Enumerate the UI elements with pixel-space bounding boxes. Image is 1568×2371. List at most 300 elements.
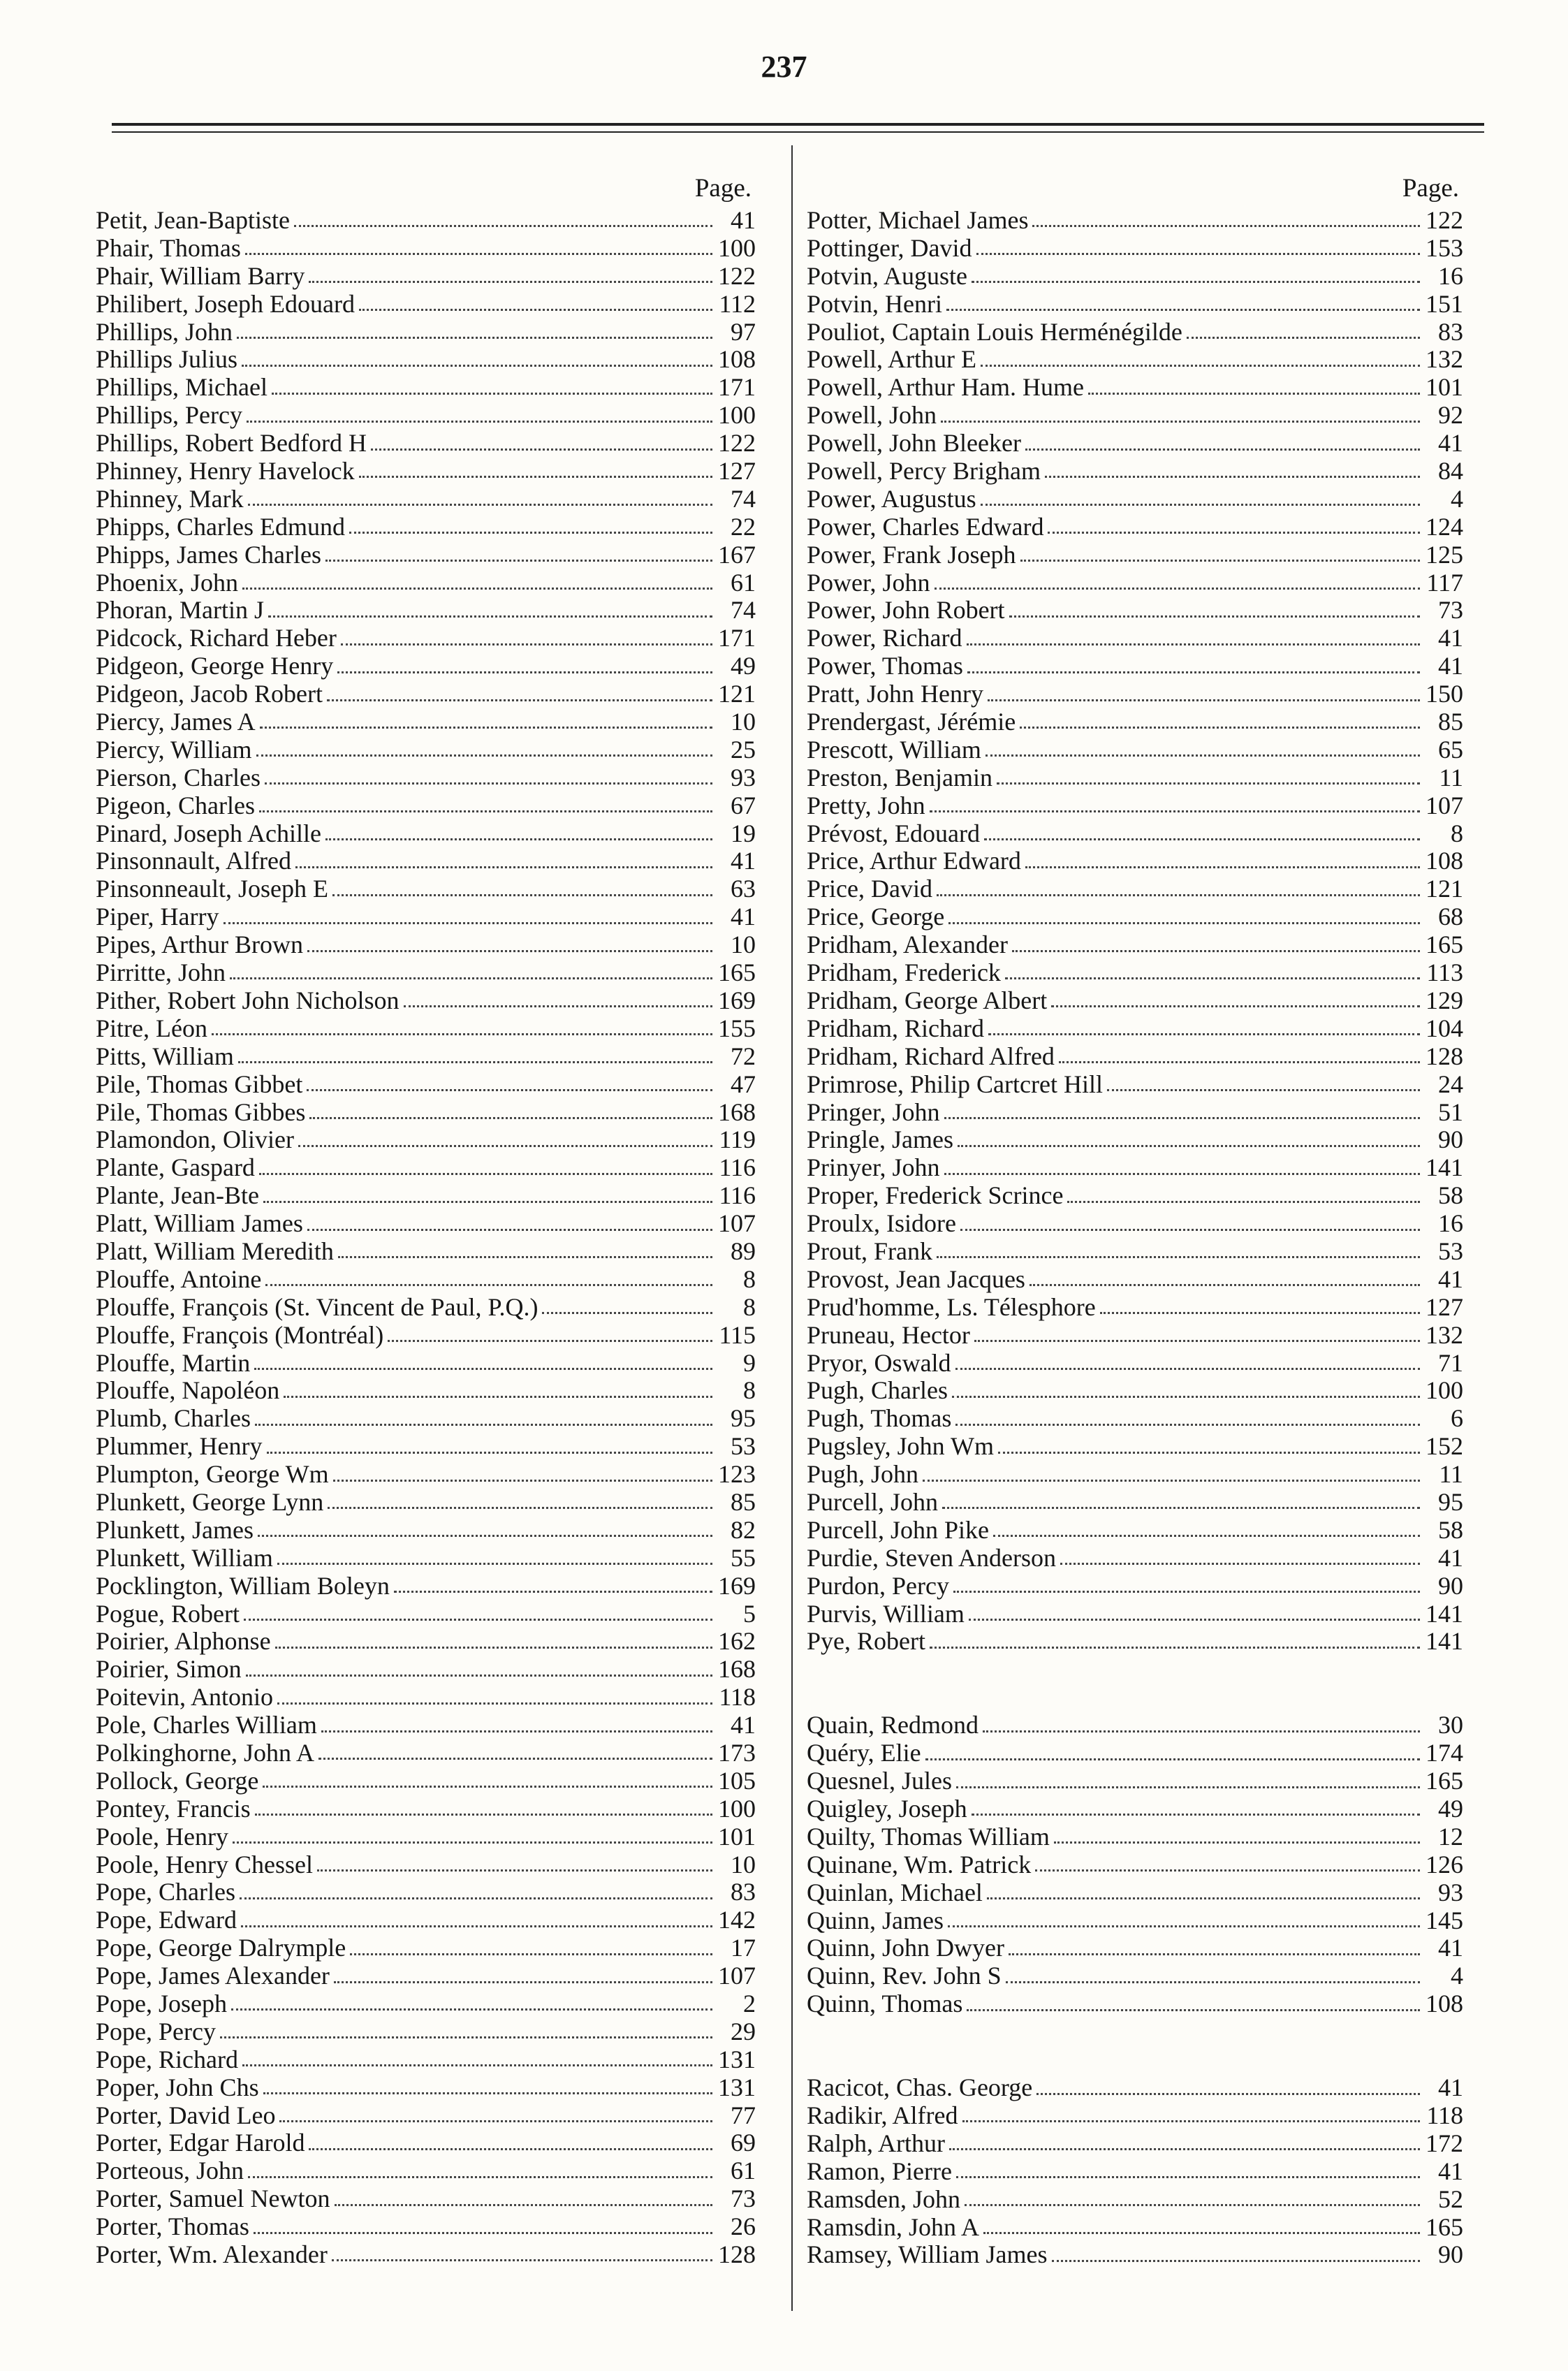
entry-page: 77: [731, 2101, 756, 2129]
entry-name: Pridham, Richard Alfred: [807, 1042, 1055, 1070]
entry-name: Plunkett, William: [96, 1543, 273, 1572]
dot-leader: [997, 782, 1420, 785]
dot-leader: [948, 1925, 1420, 1927]
dot-leader: [341, 643, 712, 645]
entry-page: 172: [1426, 2129, 1463, 2157]
dot-leader: [944, 1117, 1420, 1119]
entry-page: 53: [731, 1432, 756, 1461]
index-entry: [96, 486, 756, 513]
index-entry: [807, 764, 1463, 792]
dot-leader: [935, 588, 1420, 590]
entry-name: Proulx, Isidore: [807, 1209, 956, 1238]
index-entry: [807, 569, 1463, 597]
dot-leader: [335, 2204, 713, 2206]
entry-name: Porter, Thomas: [96, 2212, 249, 2241]
entry-page: 95: [1438, 1487, 1463, 1516]
entry-page: 47: [731, 1070, 756, 1098]
dot-leader: [272, 393, 712, 395]
dot-leader: [337, 671, 712, 673]
entry-name: Plouffe, Napoléon: [96, 1376, 280, 1405]
entry-page: 41: [731, 1711, 756, 1739]
dot-leader: [987, 1897, 1420, 1899]
entry-name: Plummer, Henry: [96, 1432, 263, 1461]
entry-name: Primrose, Philip Cartcret Hill: [807, 1070, 1103, 1098]
entry-page: 74: [731, 596, 756, 625]
dot-leader: [974, 1340, 1420, 1342]
index-entry: [96, 931, 756, 959]
entry-name: Pidgeon, Jacob Robert: [96, 680, 323, 708]
entry-name: Quigley, Joseph: [807, 1794, 967, 1823]
dot-leader: [242, 2064, 712, 2066]
dot-leader: [256, 754, 712, 757]
dot-leader: [359, 309, 712, 311]
entry-page: 49: [731, 652, 756, 680]
index-entry: [807, 1294, 1463, 1322]
entry-name: Pollock, George: [96, 1766, 259, 1795]
dot-leader: [1051, 1005, 1420, 1007]
dot-leader: [1012, 950, 1420, 952]
entry-name: Plouffe, Antoine: [96, 1264, 262, 1293]
entry-page: 89: [731, 1236, 756, 1265]
entry-page: 41: [731, 903, 756, 931]
entry-page: 29: [731, 2017, 756, 2045]
entry-name: Price, George: [807, 903, 945, 931]
dot-leader: [241, 1925, 712, 1927]
entry-name: Pruneau, Hector: [807, 1320, 970, 1349]
dot-leader: [325, 560, 712, 562]
entry-page: 67: [731, 791, 756, 819]
entry-page: 71: [1438, 1348, 1463, 1377]
index-entry: [96, 1238, 756, 1266]
dot-leader: [983, 1730, 1420, 1732]
entry-name: Phair, Thomas: [96, 233, 241, 262]
entry-page: 142: [718, 1906, 756, 1934]
letter-group: [807, 2074, 1463, 2269]
index-entry: [96, 569, 756, 597]
dot-leader: [988, 1033, 1420, 1035]
entry-page: 52: [1438, 2184, 1463, 2213]
index-entry: [807, 1934, 1463, 1962]
index-entry: [96, 792, 756, 820]
index-entry: [96, 1489, 756, 1517]
entry-name: Price, Arthur Edward: [807, 847, 1021, 875]
entry-name: Pope, Richard: [96, 2045, 238, 2073]
index-entry: [96, 1545, 756, 1573]
entry-page: 73: [1438, 596, 1463, 625]
dot-leader: [318, 1758, 712, 1760]
dot-leader: [265, 782, 712, 785]
index-entry: [96, 513, 756, 541]
entry-name: Ramsden, John: [807, 2184, 960, 2213]
index-entry: [96, 1322, 756, 1350]
entry-name: Phipps, Charles Edmund: [96, 512, 345, 541]
index-entry: [96, 1712, 756, 1739]
index-entry: [96, 319, 756, 346]
entry-page: 63: [731, 875, 756, 903]
entry-name: Plunkett, George Lynn: [96, 1487, 324, 1516]
index-entry: [807, 1071, 1463, 1099]
dot-leader: [967, 671, 1420, 673]
entry-name: Proper, Frederick Scrince: [807, 1181, 1064, 1210]
entry-page: 93: [731, 763, 756, 791]
entry-name: Quinlan, Michael: [807, 1878, 983, 1906]
entry-name: Power, John Robert: [807, 596, 1005, 625]
entry-page: 119: [719, 1125, 756, 1154]
dot-leader: [371, 448, 712, 451]
index-entry: [96, 1405, 756, 1433]
entry-name: Plamondon, Olivier: [96, 1125, 294, 1154]
index-entry: [96, 2157, 756, 2185]
entry-page: 5: [743, 1599, 756, 1628]
dot-leader: [1048, 532, 1420, 534]
entry-page: 152: [1426, 1432, 1463, 1461]
dot-leader: [952, 1396, 1420, 1398]
entry-name: Prinyer, John: [807, 1153, 940, 1182]
dot-leader: [295, 866, 712, 868]
entry-page: 116: [719, 1153, 756, 1182]
index-entry: [807, 625, 1463, 652]
entry-name: Pipes, Arthur Brown: [96, 931, 303, 959]
entry-page: 84: [1438, 457, 1463, 486]
index-entry: [807, 708, 1463, 736]
entry-name: Porteous, John: [96, 2157, 244, 2185]
entry-name: Radikir, Alfred: [807, 2101, 958, 2129]
entry-page: 4: [1451, 1962, 1463, 1990]
entry-page: 100: [718, 1794, 756, 1823]
index-entry: [807, 1154, 1463, 1182]
entry-page: 30: [1438, 1711, 1463, 1739]
index-entry: [807, 1210, 1463, 1238]
entry-page: 8: [743, 1376, 756, 1405]
entry-name: Pouliot, Captain Louis Herménégilde: [807, 317, 1182, 346]
index-entry: [96, 875, 756, 903]
page-number: 237: [761, 50, 807, 84]
dot-leader: [1006, 1981, 1420, 1983]
dot-leader: [946, 309, 1420, 311]
entry-name: Phillips, Percy: [96, 401, 243, 430]
entry-name: Prendergast, Jérémie: [807, 708, 1016, 736]
index-entry: [96, 2074, 756, 2102]
entry-name: Poitevin, Antonio: [96, 1683, 274, 1712]
index-entry: [807, 1851, 1463, 1879]
entry-name: Phair, William Barry: [96, 261, 305, 290]
entry-name: Pile, Thomas Gibbet: [96, 1070, 303, 1098]
index-entry: [96, 903, 756, 931]
index-entry: [807, 402, 1463, 430]
entry-page: 9: [743, 1348, 756, 1377]
entry-page: 90: [1438, 2240, 1463, 2269]
entry-name: Pope, James Alexander: [96, 1962, 330, 1990]
entry-name: Phillips Julius: [96, 345, 238, 374]
entry-page: 107: [718, 1962, 756, 1990]
dot-leader: [981, 365, 1420, 367]
entry-name: Pratt, John Henry: [807, 680, 983, 708]
dot-leader: [294, 225, 712, 227]
index-entry: [807, 847, 1463, 875]
entry-name: Pigeon, Charles: [96, 791, 255, 819]
index-entry: [807, 2102, 1463, 2130]
index-entry: [807, 959, 1463, 987]
entry-page: 105: [718, 1766, 756, 1795]
entry-name: Potvin, Henri: [807, 289, 942, 318]
entry-name: Poole, Henry Chessel: [96, 1850, 313, 1878]
index-entry: [807, 2214, 1463, 2242]
entry-name: Powell, John Bleeker: [807, 429, 1021, 458]
dot-leader: [275, 1647, 712, 1649]
entry-page: 101: [1426, 373, 1463, 402]
entry-page: 118: [719, 1683, 756, 1712]
index-entry: [807, 207, 1463, 235]
index-entry: [96, 1767, 756, 1795]
dot-leader: [1054, 1841, 1420, 1844]
index-entry: [807, 1712, 1463, 1739]
dot-leader: [981, 504, 1420, 506]
index-entry: [807, 680, 1463, 708]
entry-name: Quesnel, Jules: [807, 1767, 952, 1795]
index-entry: [807, 1573, 1463, 1600]
index-entry: [807, 736, 1463, 764]
dot-leader: [1025, 448, 1420, 451]
dot-leader: [1025, 866, 1420, 868]
entry-name: Pugsley, John Wm: [807, 1432, 995, 1461]
dot-leader: [237, 337, 712, 339]
index-entry: [96, 820, 756, 848]
index-entry: [96, 708, 756, 736]
dot-leader: [259, 1173, 712, 1175]
index-entry: [96, 1154, 756, 1182]
entry-page: 169: [718, 1571, 756, 1600]
dot-leader: [1045, 476, 1420, 478]
entry-page: 2: [743, 1990, 756, 2018]
index-entry: [807, 1377, 1463, 1405]
index-entry: [96, 402, 756, 430]
dot-leader: [254, 1368, 712, 1370]
index-entry: [807, 1962, 1463, 1990]
index-entry: [96, 1878, 756, 1906]
entry-name: Plumb, Charles: [96, 1404, 251, 1433]
dot-leader: [332, 2259, 712, 2261]
entry-name: Pugh, John: [807, 1460, 919, 1489]
index-entry: [96, 1071, 756, 1099]
dot-leader: [309, 281, 712, 283]
entry-page: 73: [731, 2184, 756, 2213]
index-entry: [807, 1433, 1463, 1461]
entry-page: 85: [731, 1487, 756, 1516]
dot-leader: [230, 977, 712, 979]
index-entry: [96, 1099, 756, 1127]
index-entry: [807, 458, 1463, 486]
dot-leader: [930, 1647, 1420, 1649]
entry-name: Pryor, Oswald: [807, 1348, 951, 1377]
dot-leader: [333, 1480, 712, 1482]
dot-leader: [334, 1981, 712, 1983]
entry-name: Provost, Jean Jacques: [807, 1264, 1025, 1293]
entry-page: 141: [1426, 1627, 1463, 1656]
index-entry: [96, 1517, 756, 1545]
index-entry: [807, 931, 1463, 959]
entry-page: 41: [1438, 2157, 1463, 2185]
dot-leader: [265, 1284, 712, 1286]
entry-page: 151: [1426, 289, 1463, 318]
entry-name: Porter, Edgar Harold: [96, 2129, 305, 2157]
entry-page: 17: [731, 1934, 756, 1962]
entry-name: Phillips, Robert Bedford H: [96, 429, 367, 458]
index-entry: [807, 541, 1463, 569]
entry-name: Pope, Charles: [96, 1878, 235, 1906]
entry-page: 121: [1426, 875, 1463, 903]
entry-page: 174: [1426, 1739, 1463, 1767]
entry-page: 74: [731, 484, 756, 513]
entry-name: Quinn, John Dwyer: [807, 1934, 1004, 1962]
entry-name: Quéry, Elie: [807, 1739, 921, 1767]
entry-page: 95: [731, 1404, 756, 1433]
entry-page: 121: [718, 680, 756, 708]
dot-leader: [260, 727, 712, 729]
entry-page: 41: [1438, 652, 1463, 680]
dot-leader: [248, 2176, 712, 2178]
entry-name: Powell, Arthur Ham. Hume: [807, 373, 1084, 402]
dot-leader: [245, 253, 712, 255]
entry-page: 171: [718, 624, 756, 652]
index-entry: [807, 346, 1463, 374]
index-entry: [96, 987, 756, 1015]
entry-page: 58: [1438, 1181, 1463, 1210]
entry-page: 165: [1426, 2212, 1463, 2241]
entry-page: 65: [1438, 735, 1463, 764]
dot-leader: [956, 1786, 1420, 1788]
left-entry-list: [96, 207, 756, 2269]
dot-leader: [242, 588, 712, 590]
index-entry: [807, 235, 1463, 263]
header-rule-thick: [112, 123, 1484, 126]
dot-leader: [238, 1061, 712, 1063]
index-entry: [96, 1739, 756, 1767]
right-column: [807, 170, 1463, 2269]
entry-page: 162: [718, 1627, 756, 1656]
entry-name: Powell, Arthur E: [807, 345, 976, 374]
dot-leader: [394, 1591, 712, 1593]
entry-name: Pope, George Dalrymple: [96, 1934, 346, 1962]
dot-leader: [1036, 2093, 1420, 2095]
dot-leader: [242, 365, 712, 367]
index-entry: [96, 680, 756, 708]
entry-name: Petit, Jean-Baptiste: [96, 206, 290, 234]
entry-name: Pottinger, David: [807, 233, 972, 262]
index-entry: [807, 1739, 1463, 1767]
entry-name: Pile, Thomas Gibbes: [96, 1097, 306, 1126]
dot-leader: [984, 838, 1420, 840]
entry-page: 129: [1426, 986, 1463, 1014]
dot-leader: [259, 810, 712, 812]
entry-page: 8: [743, 1264, 756, 1293]
entry-page: 165: [1426, 1767, 1463, 1795]
index-entry: [96, 847, 756, 875]
entry-page: 26: [731, 2212, 756, 2241]
entry-page: 69: [731, 2129, 756, 2157]
entry-page: 72: [731, 1042, 756, 1070]
entry-name: Pirritte, John: [96, 958, 226, 987]
index-entry: [96, 652, 756, 680]
index-entry: [96, 541, 756, 569]
index-entry: [96, 1294, 756, 1322]
entry-page: 41: [1438, 624, 1463, 652]
entry-page: 122: [718, 261, 756, 290]
index-entry: [96, 2102, 756, 2130]
entry-page: 100: [718, 401, 756, 430]
index-entry: [807, 1099, 1463, 1127]
section-gap: [807, 2018, 1463, 2074]
dot-leader: [263, 1201, 712, 1203]
dot-leader: [328, 1507, 712, 1509]
entry-page: 141: [1426, 1599, 1463, 1628]
entry-page: 90: [1438, 1571, 1463, 1600]
dot-leader: [960, 1229, 1420, 1231]
entry-name: Prescott, William: [807, 735, 981, 764]
dot-leader: [248, 504, 712, 506]
entry-name: Quain, Redmond: [807, 1711, 979, 1739]
entry-name: Pocklington, William Boleyn: [96, 1571, 390, 1600]
entry-name: Poirier, Alphonse: [96, 1627, 271, 1656]
index-entry: [96, 1433, 756, 1461]
index-entry: [96, 458, 756, 486]
entry-name: Plunkett, James: [96, 1515, 254, 1544]
index-entry: [807, 1795, 1463, 1823]
index-entry: [96, 1656, 756, 1684]
entry-name: Plouffe, François (St. Vincent de Paul, P.Q.): [96, 1292, 538, 1321]
entry-page: 25: [731, 735, 756, 764]
section-gap: [807, 1656, 1463, 1712]
entry-page: 131: [718, 2045, 756, 2073]
right-entry-list: [807, 207, 1463, 2269]
entry-name: Purdie, Steven Anderson: [807, 1543, 1056, 1572]
entry-name: Poole, Henry: [96, 1822, 228, 1851]
entry-page: 128: [1426, 1042, 1463, 1070]
entry-name: Pope, Percy: [96, 2017, 216, 2045]
entry-page: 10: [731, 931, 756, 959]
entry-page: 112: [719, 289, 756, 318]
index-entry: [807, 1461, 1463, 1489]
entry-name: Porter, Samuel Newton: [96, 2184, 330, 2213]
index-entry: [96, 1377, 756, 1405]
entry-name: Phoran, Martin J: [96, 596, 264, 625]
dot-leader: [983, 2232, 1420, 2234]
index-entry: [96, 2129, 756, 2157]
index-entry: [96, 2213, 756, 2241]
dot-leader: [956, 2176, 1420, 2178]
entry-page: 93: [1438, 1878, 1463, 1906]
index-entry: [96, 1823, 756, 1851]
entry-name: Pinsonnault, Alfred: [96, 847, 291, 875]
index-entry: [96, 597, 756, 625]
entry-page: 16: [1438, 261, 1463, 290]
dot-leader: [972, 1814, 1420, 1816]
index-entry: [96, 1266, 756, 1294]
index-entry: [96, 1684, 756, 1712]
index-entry: [96, 1015, 756, 1043]
entry-name: Porter, Wm. Alexander: [96, 2240, 328, 2269]
dot-leader: [350, 1953, 712, 1955]
entry-name: Preston, Benjamin: [807, 763, 992, 791]
entry-name: Pidgeon, George Henry: [96, 652, 334, 680]
dot-leader: [988, 699, 1420, 701]
entry-name: Polkinghorne, John A: [96, 1738, 315, 1767]
entry-page: 41: [1438, 1264, 1463, 1293]
dot-leader: [231, 2008, 712, 2011]
entry-name: Purvis, William: [807, 1599, 965, 1628]
index-entry: [96, 1628, 756, 1656]
entry-page: 12: [1438, 1822, 1463, 1851]
index-entry: [807, 1517, 1463, 1545]
